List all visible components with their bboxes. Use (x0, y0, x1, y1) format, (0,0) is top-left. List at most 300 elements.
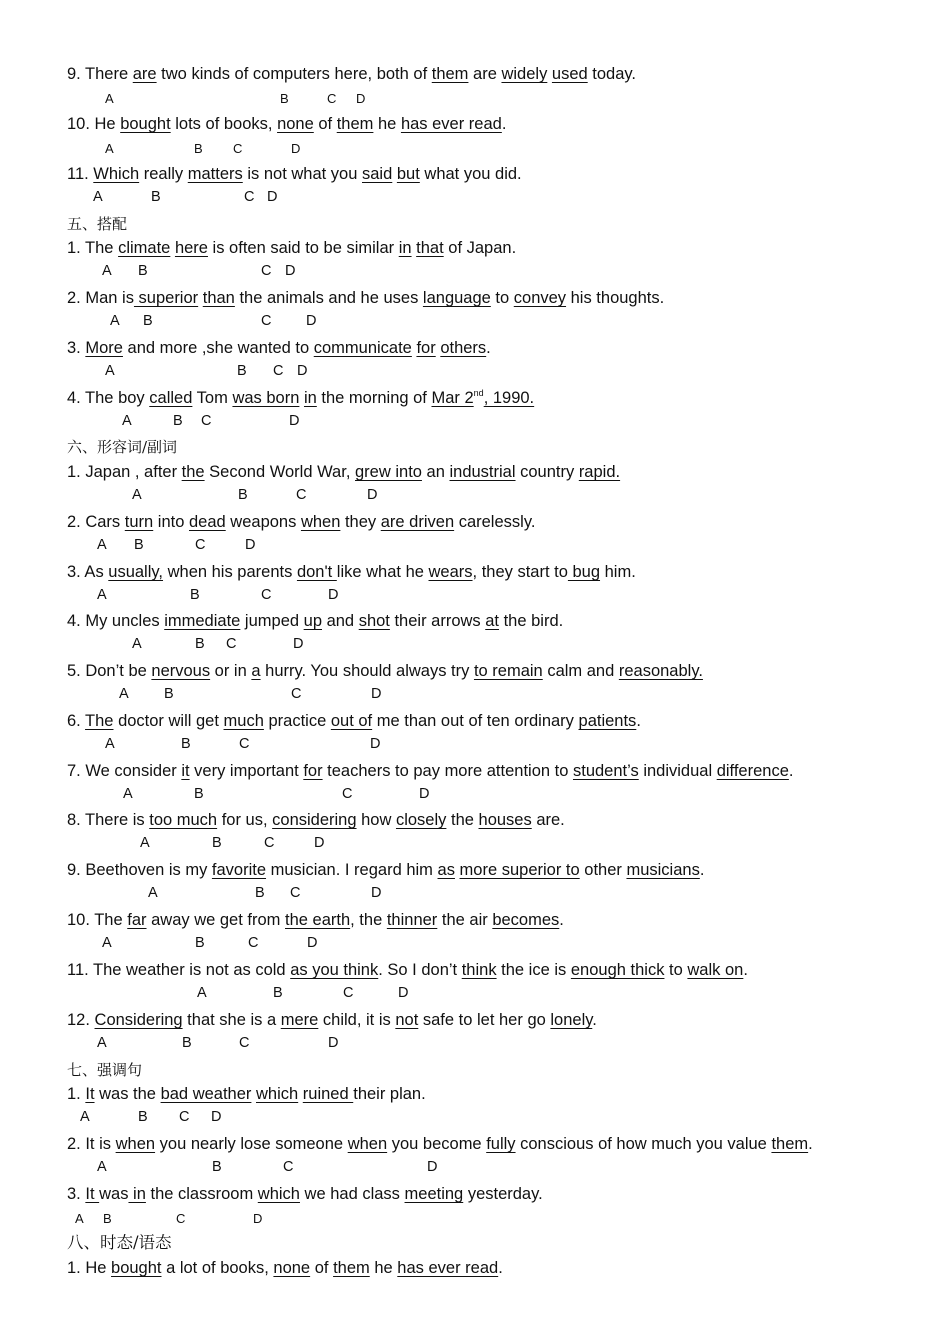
sentence-text: was the (94, 1085, 161, 1103)
answer-letter: C (239, 736, 250, 752)
underlined-option: bought (111, 1259, 162, 1277)
underlined-option: think (461, 961, 497, 979)
sentence-text: and (322, 612, 359, 630)
sentence-text: of (313, 115, 337, 133)
answer-letters (67, 587, 927, 607)
underlined-option: becomes (492, 911, 560, 929)
question-item (67, 1084, 927, 1134)
sentence-text: he (373, 115, 401, 133)
underlined-option: not (395, 1011, 419, 1029)
answer-letter: D (328, 1035, 339, 1051)
answer-letter: A (93, 189, 103, 205)
answer-letter: D (398, 985, 409, 1001)
answer-letters (67, 487, 927, 507)
answer-letter: C (261, 263, 272, 279)
underlined-option: patients (578, 712, 637, 730)
question-sentence (67, 960, 748, 980)
sentence-text: when his parents (163, 563, 297, 581)
question-item (67, 910, 927, 960)
answer-letter: D (427, 1159, 438, 1175)
underlined-option: thinner (386, 911, 438, 929)
answer-letter: B (182, 1035, 192, 1051)
sentence-text: to (490, 289, 514, 307)
sentence-text: country (515, 463, 579, 481)
section-heading-emphatic-sentence: 七、强调句 (67, 1061, 143, 1079)
answer-letter: B (194, 786, 204, 802)
sentence-text: 11. (67, 165, 94, 183)
answer-letter: A (148, 885, 158, 901)
answer-letter: A (97, 537, 107, 553)
answer-letters (67, 935, 927, 955)
underlined-option: More (85, 339, 123, 357)
underlined-option: the earth (285, 911, 351, 929)
sentence-text: the bird. (499, 612, 564, 630)
underlined-option: in (398, 239, 412, 257)
sentence-text: . (498, 1259, 503, 1277)
answer-letter: A (105, 736, 115, 752)
underlined-option: but (396, 165, 420, 183)
underlined-option: to remain (473, 662, 543, 680)
sentence-text: lots of books, (170, 115, 278, 133)
answer-letter: C (327, 91, 337, 106)
answer-letter: D (328, 587, 339, 603)
sentence-text: 4. My uncles (67, 612, 165, 630)
underlined-option: when (115, 1135, 156, 1153)
answer-letter: D (367, 487, 378, 503)
underlined-option: here (174, 239, 208, 257)
underlined-option: none (277, 115, 314, 133)
question-item (67, 661, 927, 711)
sentence-text: , they start to (472, 563, 568, 581)
answer-letters (67, 1035, 927, 1055)
underlined-option: immediate (164, 612, 241, 630)
answer-letters (67, 636, 927, 656)
underlined-option: too much (149, 811, 218, 829)
underlined-option: that (416, 239, 444, 257)
underlined-option: houses (478, 811, 532, 829)
underlined-option: shot (358, 612, 390, 630)
question-item (67, 1010, 927, 1060)
answer-letters (67, 413, 927, 433)
answer-letter: B (237, 363, 247, 379)
underlined-option: others (440, 339, 487, 357)
sentence-text: safe to let her go (418, 1011, 551, 1029)
answer-letter: D (289, 413, 300, 429)
answer-letters (67, 835, 927, 855)
question-sentence (67, 512, 535, 532)
question-item (67, 562, 927, 612)
sentence-text: 9. There (67, 65, 133, 83)
underlined-option: a (251, 662, 261, 680)
underlined-option: industrial (449, 463, 516, 481)
underlined-option: Mar 2 (431, 389, 474, 407)
answer-letter: A (119, 686, 129, 702)
underlined-option: It (85, 1185, 100, 1203)
answer-letter: D (267, 189, 278, 205)
answer-letter: C (264, 835, 275, 851)
sentence-text: . (808, 1135, 813, 1153)
question-sentence (67, 164, 522, 184)
sentence-text: are (468, 65, 502, 83)
answer-letter: B (181, 736, 191, 752)
sentence-text: 12. (67, 1011, 95, 1029)
question-sentence (67, 1184, 543, 1204)
underlined-option: up (303, 612, 322, 630)
question-item (67, 114, 927, 164)
answer-letter: C (226, 636, 237, 652)
answer-letter: B (143, 313, 153, 329)
underlined-option: favorite (211, 861, 267, 879)
sentence-text: jumped (240, 612, 304, 630)
answer-letter: C (176, 1211, 186, 1226)
underlined-option: , 1990. (483, 389, 535, 407)
sentence-text: really (139, 165, 188, 183)
underlined-option: don't (296, 563, 337, 581)
sentence-text: you become (387, 1135, 487, 1153)
sentence-text: two kinds of computers here, both of (156, 65, 432, 83)
answer-letter: D (419, 786, 430, 802)
sentence-text: away we get from (146, 911, 285, 929)
question-sentence (67, 64, 636, 84)
answer-letter: C (233, 141, 243, 156)
answer-letter: C (283, 1159, 294, 1175)
sentence-text: musician. I regard him (266, 861, 438, 879)
answer-letter: A (105, 363, 115, 379)
answer-letter: D (370, 736, 381, 752)
answer-letter: D (291, 141, 301, 156)
underlined-option: as (437, 861, 455, 879)
sentence-text: are. (531, 811, 565, 829)
answer-letter: D (245, 537, 256, 553)
sentence-text: him. (600, 563, 636, 581)
sentence-text: what you did. (419, 165, 522, 183)
answer-letters (67, 1109, 927, 1129)
underlined-option: in (303, 389, 317, 407)
underlined-option: enough thick (570, 961, 665, 979)
question-item (67, 810, 927, 860)
answer-letter: A (102, 263, 112, 279)
underlined-option: meeting (404, 1185, 464, 1203)
sentence-text: the morning of (316, 389, 432, 407)
answer-letter: A (105, 141, 114, 156)
question-sentence (67, 388, 534, 408)
underlined-option: them (336, 115, 374, 133)
underlined-option: climate (118, 239, 171, 257)
question-item (67, 1258, 927, 1308)
answer-letter: A (132, 636, 142, 652)
answer-letters (67, 363, 927, 383)
question-item (67, 512, 927, 562)
answer-letters (67, 1159, 927, 1179)
sentence-text: conscious of how much you value (515, 1135, 772, 1153)
answer-letters (67, 1209, 927, 1229)
answer-letters (67, 313, 927, 333)
sentence-text: that she is a (182, 1011, 281, 1029)
underlined-option: the (181, 463, 205, 481)
answer-letter: C (244, 189, 255, 205)
sentence-text: 3. As (67, 563, 109, 581)
sentence-text: 1. The (67, 239, 119, 257)
sentence-text: you nearly lose someone (155, 1135, 348, 1153)
question-sentence (67, 288, 664, 308)
answer-letter: B (138, 1109, 148, 1125)
answer-letter: C (291, 686, 302, 702)
sentence-text: 6. (67, 712, 86, 730)
sentence-text: was (99, 1185, 129, 1203)
answer-letter: C (239, 1035, 250, 1051)
answer-letter: A (97, 1159, 107, 1175)
sentence-text: , the (350, 911, 387, 929)
underlined-option: are driven (380, 513, 455, 531)
answer-letter: C (248, 935, 259, 951)
sentence-text: 1. (67, 1085, 86, 1103)
underlined-option: rapid. (578, 463, 621, 481)
sentence-text: 1. He (67, 1259, 112, 1277)
question-item (67, 761, 927, 811)
answer-letter: B (194, 141, 203, 156)
underlined-option: bad weather (160, 1085, 252, 1103)
question-item (67, 611, 927, 661)
answer-letter: A (97, 587, 107, 603)
question-item (67, 288, 927, 338)
sentence-text: of Japan. (443, 239, 517, 257)
underlined-option: when (347, 1135, 388, 1153)
underlined-option: superior (133, 289, 199, 307)
underlined-option: for (303, 762, 323, 780)
underlined-option: turn (124, 513, 154, 531)
underlined-option: walk on (687, 961, 744, 979)
answer-letter: A (132, 487, 142, 503)
answer-letter: B (103, 1211, 112, 1226)
answer-letter: B (190, 587, 200, 603)
underlined-option: more superior to (459, 861, 580, 879)
underlined-option: much (223, 712, 264, 730)
sentence-text: is often said to be similar (207, 239, 399, 257)
answer-letter: C (179, 1109, 190, 1125)
sentence-text: practice (263, 712, 331, 730)
underlined-option: mere (280, 1011, 319, 1029)
sentence-text: the (446, 811, 479, 829)
question-sentence (67, 1010, 597, 1030)
sentence-text: 2. Man is (67, 289, 134, 307)
underlined-option: far (127, 911, 147, 929)
answer-letter: D (253, 1211, 263, 1226)
underlined-option: ruined (302, 1085, 354, 1103)
underlined-option: student’s (572, 762, 639, 780)
sentence-text: 7. We consider (67, 762, 182, 780)
question-sentence (67, 338, 491, 358)
underlined-option: which (257, 1185, 300, 1203)
underlined-option: fully (486, 1135, 516, 1153)
underlined-option: reasonably. (618, 662, 703, 680)
sentence-text: hurry. You should always try (260, 662, 474, 680)
answer-letter: A (122, 413, 132, 429)
question-sentence (67, 810, 565, 830)
underlined-option: lonely (550, 1011, 593, 1029)
answer-letter: C (343, 985, 354, 1001)
answer-letter: C (290, 885, 301, 901)
sentence-text: an (421, 463, 450, 481)
underlined-option: nervous (151, 662, 211, 680)
underlined-option: wears (428, 563, 473, 581)
underlined-option: has ever read (400, 115, 502, 133)
underlined-option: them (333, 1259, 370, 1277)
answer-letter: B (173, 413, 183, 429)
answer-letters (67, 985, 927, 1005)
underlined-option: bought (120, 115, 171, 133)
underlined-option: language (422, 289, 491, 307)
sentence-text: the ice is (496, 961, 571, 979)
answer-letters (67, 89, 927, 109)
sentence-text: . (559, 911, 564, 929)
sentence-text: teachers to pay more attention to (322, 762, 573, 780)
answer-letter: C (273, 363, 284, 379)
underlined-option: none (273, 1259, 311, 1277)
underlined-option: them (771, 1135, 809, 1153)
question-sentence (67, 1258, 503, 1278)
sentence-text: their arrows (389, 612, 486, 630)
underlined-option: in (128, 1185, 146, 1203)
answer-letter: B (238, 487, 248, 503)
answer-letter: C (342, 786, 353, 802)
sentence-text: 3. (67, 1185, 86, 1203)
sentence-text: . (788, 762, 794, 780)
answer-letter: B (212, 1159, 222, 1175)
sentence-text: like what he (336, 563, 429, 581)
sentence-text: 11. The weather is not as cold (67, 961, 291, 979)
sentence-text: the animals and he uses (234, 289, 423, 307)
answer-letter: C (195, 537, 206, 553)
sentence-text: 5. Don’t be (67, 662, 152, 680)
sentence-text: calm and (542, 662, 619, 680)
answer-letter: C (201, 413, 212, 429)
answer-letter: D (371, 885, 382, 901)
answer-letter: B (255, 885, 265, 901)
sentence-text: individual (638, 762, 717, 780)
answer-letter: A (123, 786, 133, 802)
answer-letter: A (97, 1035, 107, 1051)
sentence-text: their plan. (353, 1085, 426, 1103)
sentence-text: very important (189, 762, 304, 780)
question-item (67, 164, 927, 214)
underlined-option: difference (716, 762, 789, 780)
question-sentence (67, 761, 793, 781)
underlined-option: Considering (94, 1011, 183, 1029)
question-item (67, 388, 927, 438)
question-item (67, 1184, 927, 1234)
sentence-text: the classroom (145, 1185, 258, 1203)
underlined-option: dead (189, 513, 226, 531)
answer-letter: B (212, 835, 222, 851)
sentence-text: me than out of ten ordinary (372, 712, 579, 730)
sentence-text: 2. Cars (67, 513, 125, 531)
answer-letter: C (261, 587, 272, 603)
sentence-text: . (501, 115, 507, 133)
answer-letter: B (280, 91, 289, 106)
sentence-text: carelessly. (454, 513, 536, 531)
answer-letters (67, 189, 927, 209)
answer-letter: A (80, 1109, 90, 1125)
sentence-text: his thoughts. (566, 289, 665, 307)
question-item (67, 860, 927, 910)
sentence-text: and more ,she wanted to (122, 339, 314, 357)
answer-letter: B (195, 636, 205, 652)
underlined-option: for (416, 339, 436, 357)
sentence-text: yesterday. (463, 1185, 543, 1203)
sentence-text: is not what you (242, 165, 362, 183)
underlined-option: than (202, 289, 235, 307)
sentence-text: 10. The (67, 911, 128, 929)
question-sentence (67, 562, 636, 582)
sentence-text: weapons (225, 513, 301, 531)
question-item (67, 1134, 927, 1184)
question-sentence (67, 661, 703, 681)
question-sentence (67, 1134, 813, 1154)
answer-letter: B (138, 263, 148, 279)
underlined-option: grew into (355, 463, 422, 481)
question-sentence (67, 1084, 426, 1104)
superscript-text: nd (473, 388, 484, 398)
question-item (67, 64, 927, 114)
underlined-option: called (149, 389, 193, 407)
question-sentence (67, 611, 563, 631)
sentence-text: other (579, 861, 627, 879)
question-item (67, 338, 927, 388)
question-sentence (67, 238, 516, 258)
answer-letter: D (293, 636, 304, 652)
answer-letter: D (211, 1109, 222, 1125)
answer-letter: A (140, 835, 150, 851)
sentence-text: into (153, 513, 189, 531)
question-item (67, 960, 927, 1010)
sentence-text: Tom (192, 389, 233, 407)
answer-letter: B (164, 686, 174, 702)
question-sentence (67, 711, 641, 731)
underlined-option: was born (232, 389, 300, 407)
sentence-text: . (636, 712, 641, 730)
section-heading-collocation: 五、搭配 (67, 215, 128, 233)
sentence-text: for us, (217, 811, 273, 829)
sentence-text: doctor will get (113, 712, 224, 730)
underlined-option: communicate (313, 339, 412, 357)
sentence-text: 8. There is (67, 811, 150, 829)
question-sentence (67, 910, 564, 930)
underlined-option: out of (330, 712, 373, 730)
underlined-option: as you think (290, 961, 379, 979)
answer-letters (67, 786, 927, 806)
sentence-text: Second World War, (204, 463, 355, 481)
underlined-option: Which (93, 165, 140, 183)
underlined-option: It (85, 1085, 95, 1103)
sentence-text: 9. Beethoven is my (67, 861, 212, 879)
sentence-text: . (743, 961, 748, 979)
underlined-option: when (300, 513, 341, 531)
underlined-option: at (485, 612, 500, 630)
section-heading-adjective-adverb: 六、形容词/副词 (67, 438, 178, 456)
underlined-option: widely (501, 65, 548, 83)
sentence-text: 1. Japan , after (67, 463, 182, 481)
underlined-option: convey (513, 289, 567, 307)
answer-letter: A (102, 935, 112, 951)
sentence-text: 4. The boy (67, 389, 150, 407)
answer-letter: A (197, 985, 207, 1001)
underlined-option: used (551, 65, 588, 83)
underlined-option: has ever read (397, 1259, 499, 1277)
underlined-option: The (85, 712, 114, 730)
answer-letter: D (306, 313, 317, 329)
sentence-text: 10. He (67, 115, 121, 133)
section-heading-tense-voice: 八、时态/语态 (67, 1233, 172, 1252)
